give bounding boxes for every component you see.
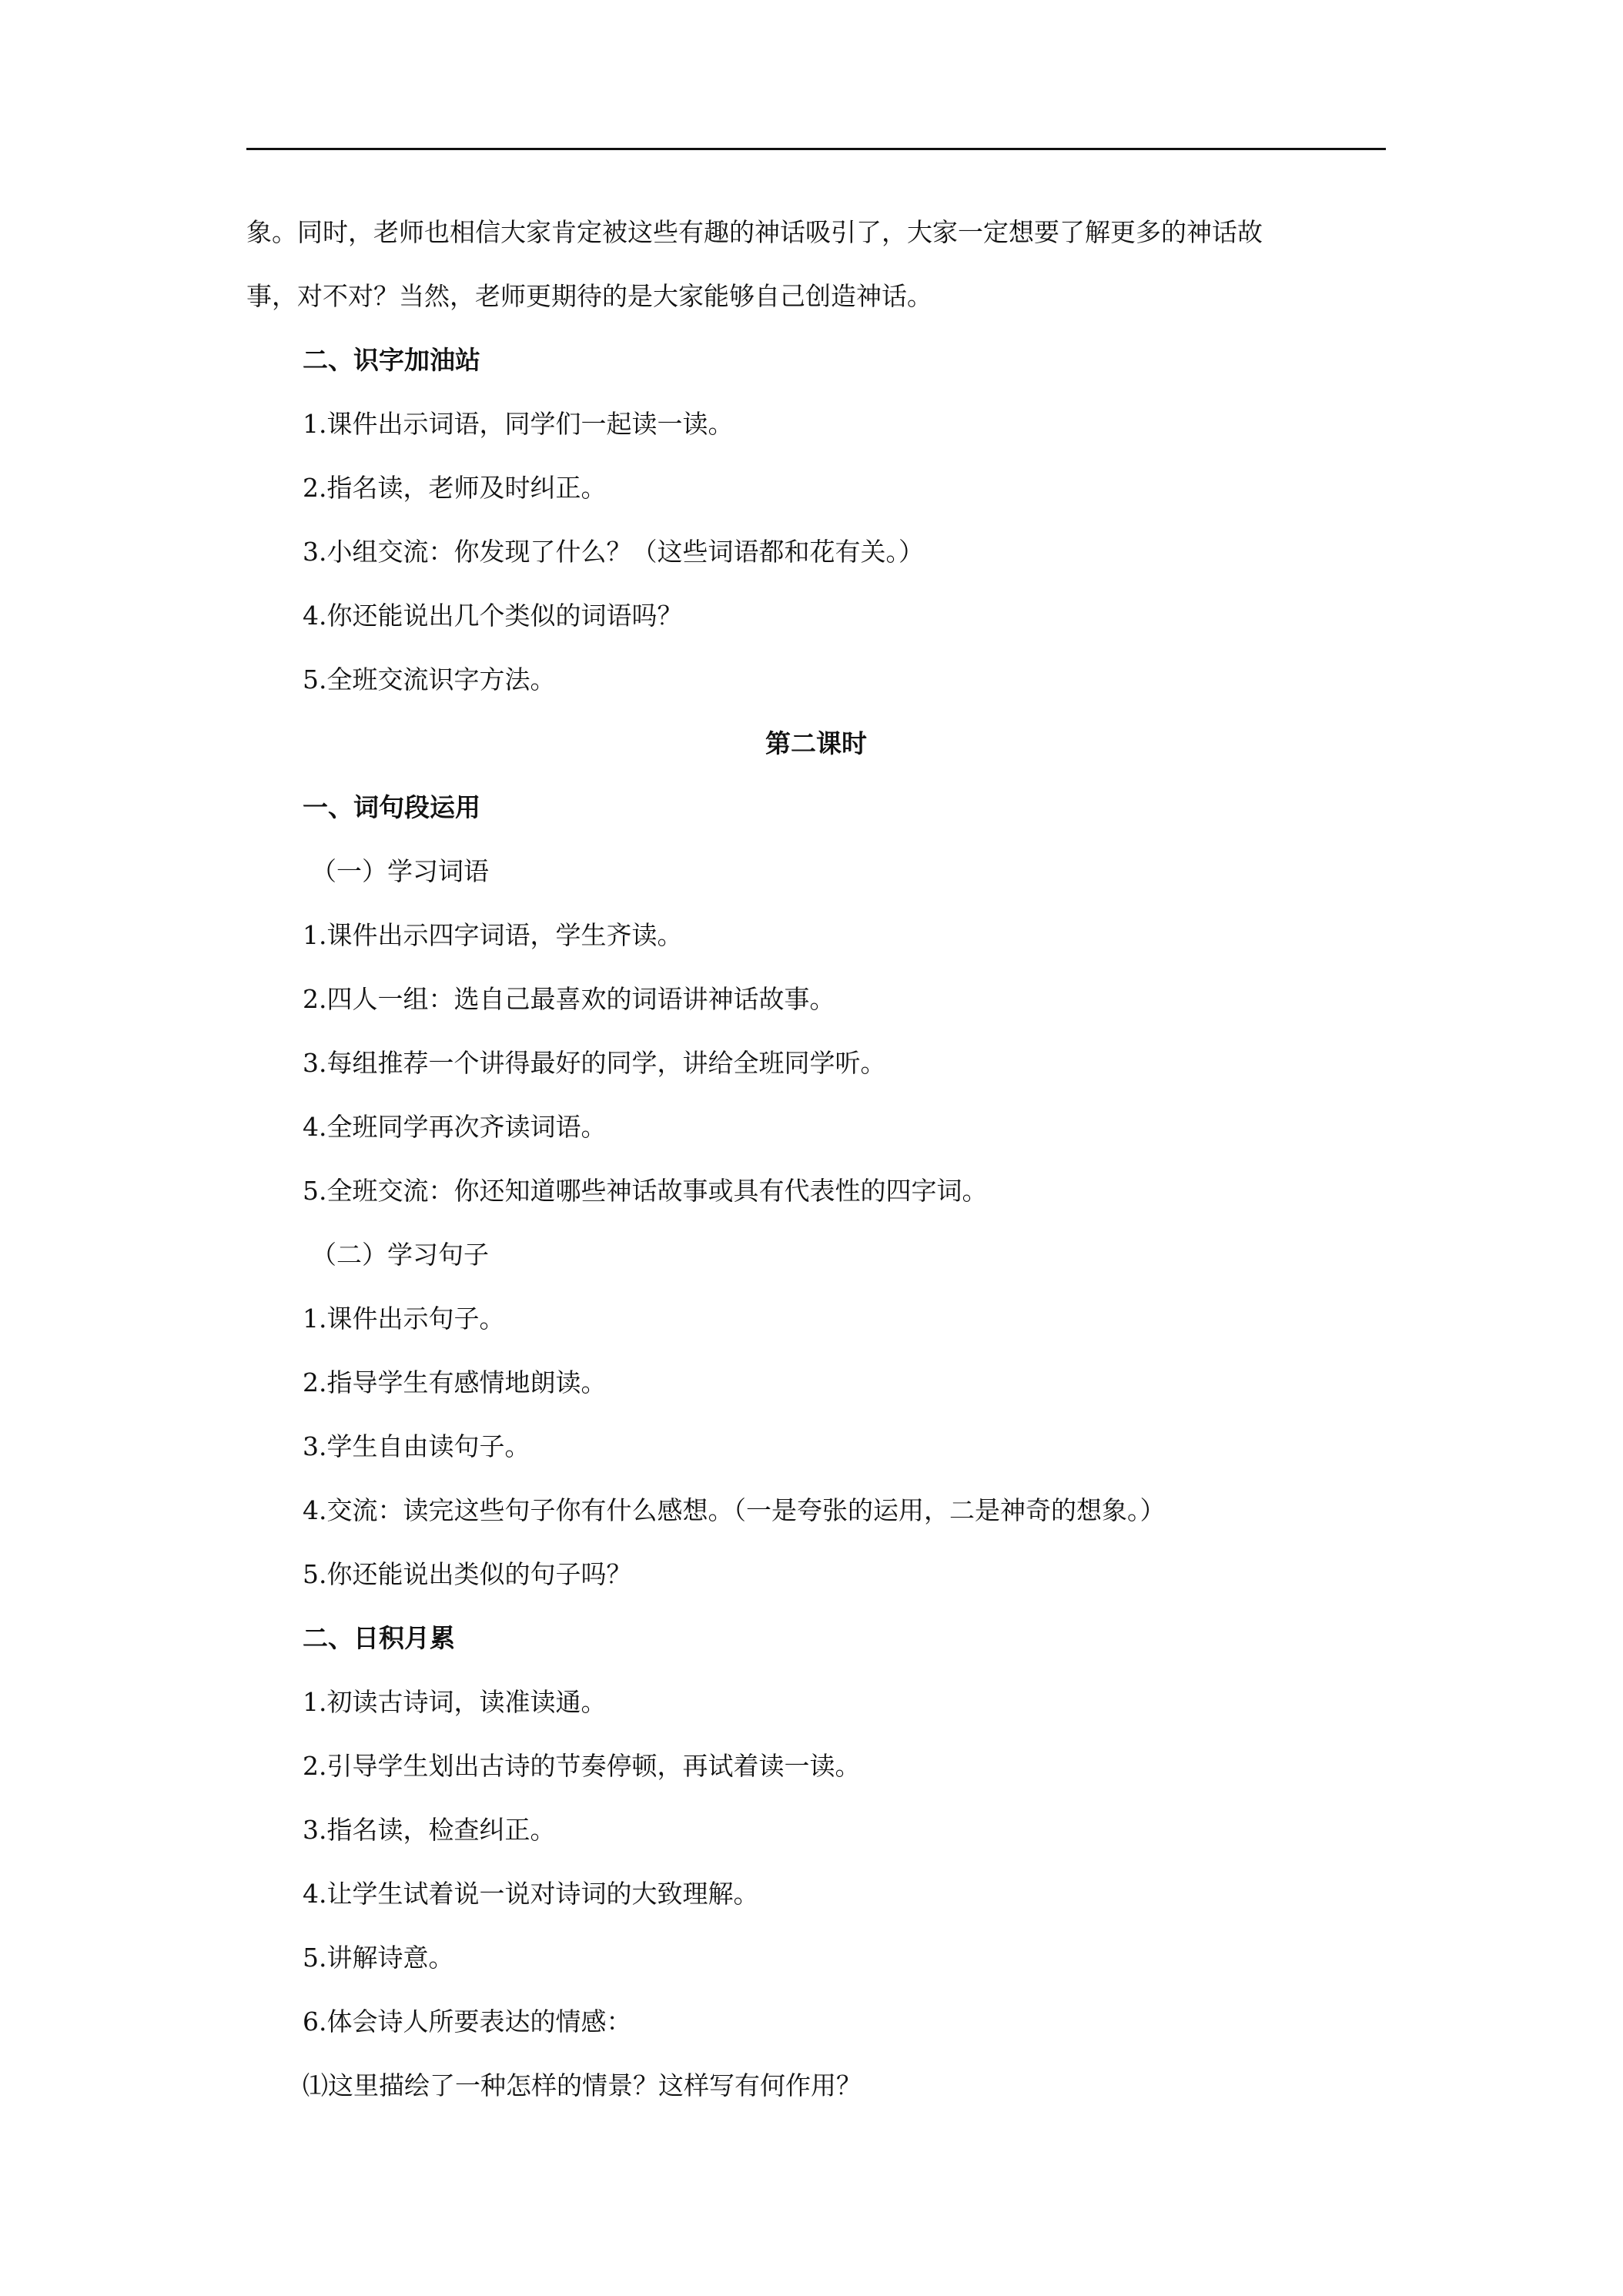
list-item: 3.小组交流：你发现了什么？（这些词语都和花有关。） (303, 537, 924, 567)
list-item: 3.每组推荐一个讲得最好的同学，讲给全班同学听。 (303, 1048, 886, 1078)
document-body (246, 200, 1386, 2117)
lesson-title: 第二课时 (765, 728, 867, 758)
list-item: 6.体会诗人所要表达的情感： (303, 2006, 632, 2037)
list-item: 5.全班交流：你还知道哪些神话故事或具有代表性的四字词。 (303, 1176, 988, 1206)
section-heading: 二、识字加油站 (303, 345, 480, 375)
list-item: 5.你还能说出类似的句子吗？ (303, 1559, 632, 1589)
list-item: 4.让学生试着说一说对诗词的大致理解。 (303, 1879, 759, 1909)
list-item: 4.全班同学再次齐读词语。 (303, 1112, 607, 1142)
sub-list-item: ⑴这里描绘了一种怎样的情景？这样写有何作用？ (303, 2070, 862, 2100)
list-item: 3.学生自由读句子。 (303, 1431, 530, 1461)
list-item: 5.讲解诗意。 (303, 1943, 454, 1973)
list-item: 2.指导学生有感情地朗读。 (303, 1367, 607, 1397)
list-item: 1.初读古诗词，读准读通。 (303, 1687, 607, 1717)
section-heading: 二、日积月累 (303, 1623, 455, 1653)
paragraph-continuation: 事，对不对？当然，老师更期待的是大家能够自己创造神话。 (246, 281, 932, 311)
list-item: 3.指名读，检查纠正。 (303, 1815, 556, 1845)
subsection-heading: （二）学习句子 (311, 1240, 489, 1270)
list-item: 4.你还能说出几个类似的词语吗？ (303, 601, 683, 631)
list-item: 2.引导学生划出古诗的节奏停顿，再试着读一读。 (303, 1751, 861, 1781)
list-item: 2.指名读，老师及时纠正。 (303, 473, 607, 503)
list-item: 4.交流：读完这些句子你有什么感想。（一是夸张的运用，二是神奇的想象。） (303, 1495, 1166, 1525)
list-item: 1.课件出示词语，同学们一起读一读。 (303, 409, 734, 439)
section-heading: 一、词句段运用 (303, 792, 480, 822)
list-item: 1.课件出示四字词语，学生齐读。 (303, 920, 683, 950)
list-item: 1.课件出示句子。 (303, 1304, 505, 1334)
header-rule (246, 148, 1386, 150)
list-item: 5.全班交流识字方法。 (303, 664, 556, 694)
paragraph-continuation: 象。同时，老师也相信大家肯定被这些有趣的神话吸引了，大家一定想要了解更多的神话故 (246, 217, 1263, 247)
subsection-heading: （一）学习词语 (311, 856, 489, 886)
list-item: 2.四人一组：选自己最喜欢的词语讲神话故事。 (303, 984, 835, 1014)
